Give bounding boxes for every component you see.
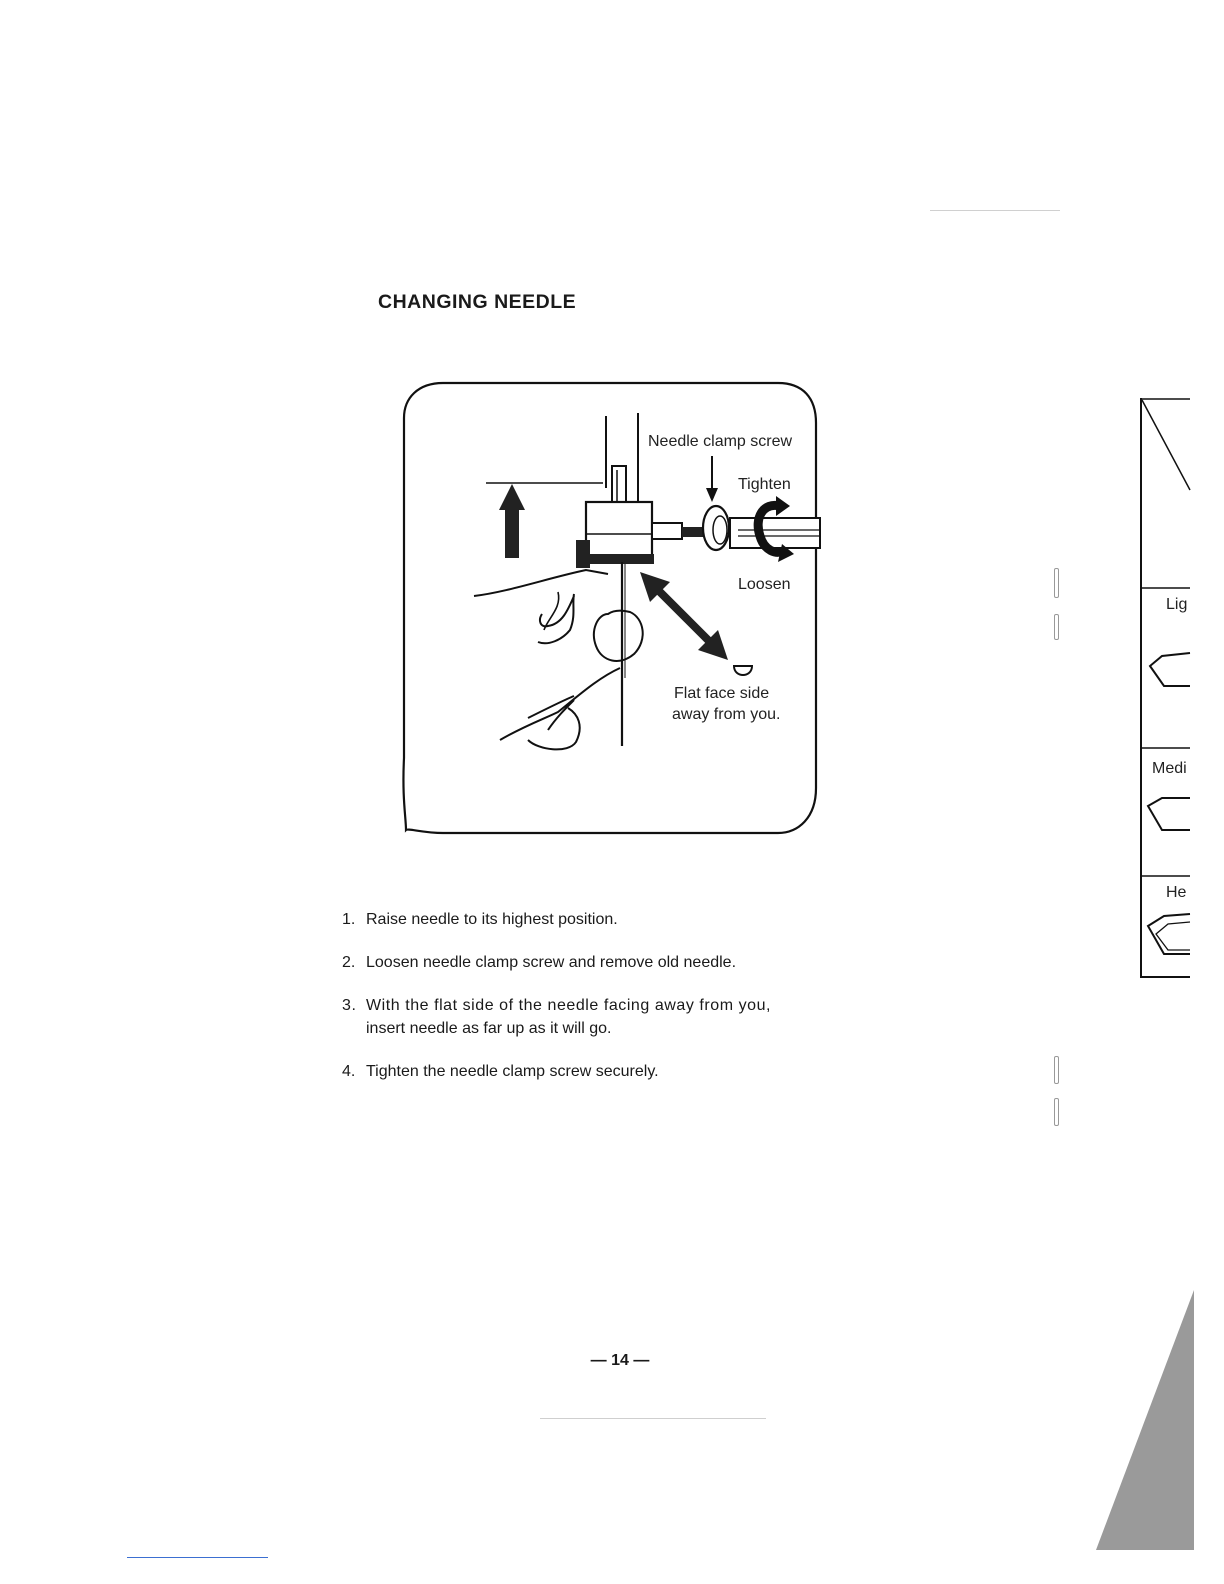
scan-artifact-top [930,210,1060,211]
screw-pointer-head [706,488,718,502]
needle-clamp [586,502,652,556]
instruction-list [342,908,862,1103]
step-1 [342,908,862,931]
screwdriver [730,518,820,548]
step-text: With the flat side of the needle facing away from you, [366,997,772,1014]
scan-edge-line [127,1557,268,1558]
step-number: 2. [342,954,356,971]
page-number: — 14 — [590,1352,650,1369]
adjacent-label-light: Lig [1166,596,1188,613]
scan-artifact-bottom [540,1418,766,1419]
step-2 [342,951,862,974]
adjacent-label-medium: Medi [1152,760,1187,777]
label-needle-clamp-screw: Needle clamp screw [648,433,793,450]
margin-mark [1054,1098,1059,1126]
step-number: 1. [342,911,356,928]
step-text: Loosen needle clamp screw and remove old needle. [366,954,737,971]
adjacent-page-table [1140,398,1224,980]
needle-diagram [398,378,822,840]
page-title: CHANGING NEEDLE [378,291,577,313]
diagram-frame [403,383,816,833]
step-number: 4. [342,1063,356,1080]
up-arrow-shaft [505,508,519,558]
step-text-continued: insert needle as far up as it will go. [366,1020,612,1037]
scan-shadow-wedge [1096,1290,1194,1550]
margin-mark [1054,568,1059,598]
label-loosen: Loosen [738,576,791,593]
step-number: 3. [342,997,357,1014]
label-flat-face-1: Flat face side [674,685,770,702]
margin-mark [1054,614,1059,640]
label-tighten: Tighten [738,476,791,493]
step-text: Raise needle to its highest position. [366,911,618,928]
step-text: Tighten the needle clamp screw securely. [366,1063,659,1080]
step-4 [342,1060,862,1083]
adjacent-label-heavy: He [1166,884,1187,901]
up-arrow-head [499,484,525,510]
label-flat-face-2: away from you. [672,706,781,723]
clamp-screw-head [703,506,729,550]
flat-face-symbol [734,666,752,675]
step-3 [342,994,862,1040]
needle-diagram-drawing [398,378,822,840]
clamp-screw-shaft [652,523,682,539]
margin-mark [1054,1056,1059,1084]
